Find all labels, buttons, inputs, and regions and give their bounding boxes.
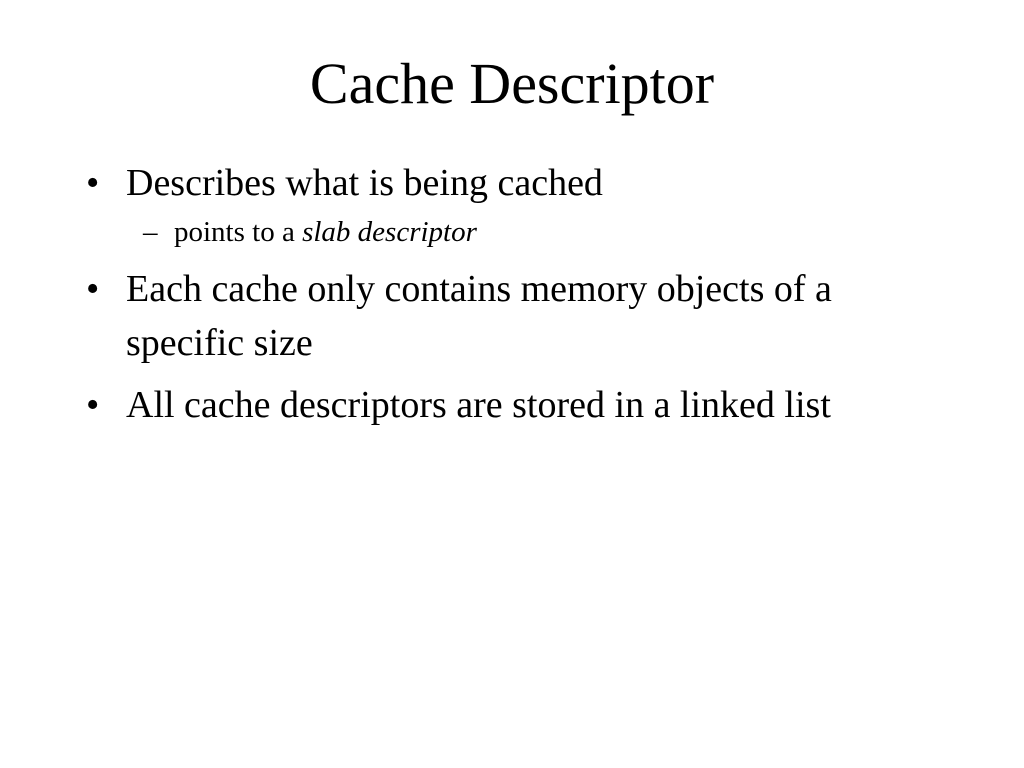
bullet-item-cache-size <box>86 262 936 370</box>
bullet-text: Describes what is being cached <box>126 162 603 204</box>
bullet-dot-icon: • <box>86 384 100 426</box>
bullet-item-describes <box>86 156 936 254</box>
bullet-list <box>86 156 936 440</box>
sub-bullet-text: points to a <box>174 216 303 248</box>
sub-bullet-list <box>126 210 936 254</box>
bullet-item-linked-list <box>86 378 936 432</box>
bullet-dot-icon: • <box>86 268 100 310</box>
dash-icon: – <box>143 216 158 248</box>
slide-title: Cache Descriptor <box>309 51 715 116</box>
bullet-dot-icon: • <box>86 162 100 204</box>
bullet-text: Each cache only contains memory objects of a specific size <box>126 268 832 364</box>
bullet-text: All cache descriptors are stored in a linked list <box>126 384 831 426</box>
sub-bullet-item-slab <box>126 210 936 254</box>
sub-bullet-italic-term: slab descriptor <box>302 216 477 248</box>
